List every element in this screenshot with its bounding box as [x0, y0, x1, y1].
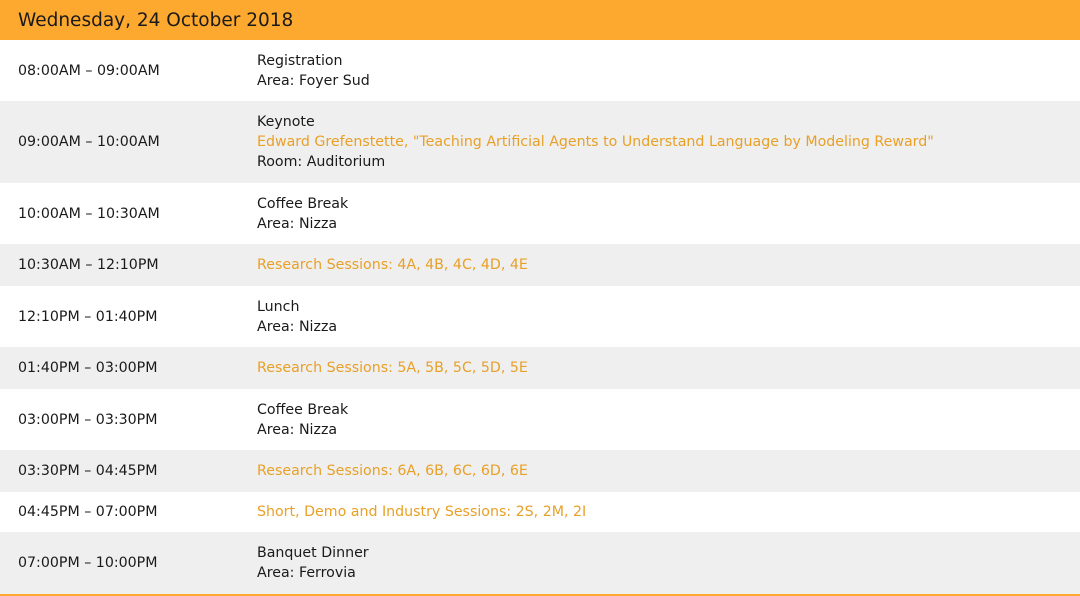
row-time: 07:00PM – 10:00PM [18, 555, 158, 571]
row-title: Banquet Dinner [257, 545, 369, 561]
row-details [257, 112, 934, 172]
schedule-row-research-6 [0, 450, 1080, 492]
day-header [0, 0, 1080, 40]
day-header-date: Wednesday, 24 October 2018 [18, 9, 294, 31]
row-title: Coffee Break [257, 401, 349, 418]
schedule-row-coffee-break-morning [0, 183, 1080, 244]
short-demo-industry-sessions-link[interactable]: Short, Demo and Industry Sessions: 2S, 2M, 2I [257, 504, 587, 520]
row-details [257, 51, 370, 91]
schedule-row-short-demo-industry [0, 492, 1080, 532]
row-time: 01:40PM – 03:00PM [18, 360, 158, 376]
schedule-row-registration [0, 40, 1080, 101]
row-time: 09:00AM – 10:00AM [18, 134, 160, 150]
row-time: 03:00PM – 03:30PM [18, 411, 158, 428]
row-details [257, 194, 348, 234]
row-title: Lunch [257, 298, 300, 315]
row-location: Area: Nizza [257, 421, 338, 438]
row-location: Area: Nizza [257, 215, 338, 232]
schedule-row-research-4 [0, 244, 1080, 286]
research-sessions-6-link[interactable]: Research Sessions: 6A, 6B, 6C, 6D, 6E [257, 463, 528, 479]
schedule-row-lunch [0, 286, 1080, 347]
row-details [257, 255, 528, 275]
row-location: Area: Ferrovia [257, 565, 356, 581]
row-location: Room: Auditorium [257, 154, 386, 170]
row-details [257, 400, 348, 440]
row-details [257, 461, 528, 481]
row-details [257, 502, 586, 522]
schedule-row-keynote [0, 101, 1080, 183]
row-details [257, 543, 369, 583]
row-location: Area: Nizza [257, 318, 338, 335]
row-time: 03:30PM – 04:45PM [18, 463, 158, 479]
row-time: 10:00AM – 10:30AM [18, 205, 160, 222]
row-details [257, 358, 528, 378]
keynote-talk-link[interactable]: Edward Grefenstette, "Teaching Artificial Agents to Understand Language by Modeling Reward" [257, 134, 934, 150]
row-location: Area: Foyer Sud [257, 72, 370, 89]
row-time: 10:30AM – 12:10PM [18, 257, 159, 273]
row-details [257, 297, 337, 337]
row-title: Coffee Break [257, 195, 349, 212]
row-time: 12:10PM – 01:40PM [18, 308, 158, 325]
schedule-rows [0, 40, 1080, 596]
schedule-row-banquet-dinner [0, 532, 1080, 594]
research-sessions-4-link[interactable]: Research Sessions: 4A, 4B, 4C, 4D, 4E [257, 257, 528, 273]
row-time: 04:45PM – 07:00PM [18, 504, 158, 520]
row-title: Keynote [257, 114, 315, 130]
schedule-row-research-5 [0, 347, 1080, 389]
row-title: Registration [257, 52, 343, 69]
research-sessions-5-link[interactable]: Research Sessions: 5A, 5B, 5C, 5D, 5E [257, 360, 528, 376]
row-time: 08:00AM – 09:00AM [18, 62, 160, 79]
schedule-row-coffee-break-afternoon [0, 389, 1080, 450]
